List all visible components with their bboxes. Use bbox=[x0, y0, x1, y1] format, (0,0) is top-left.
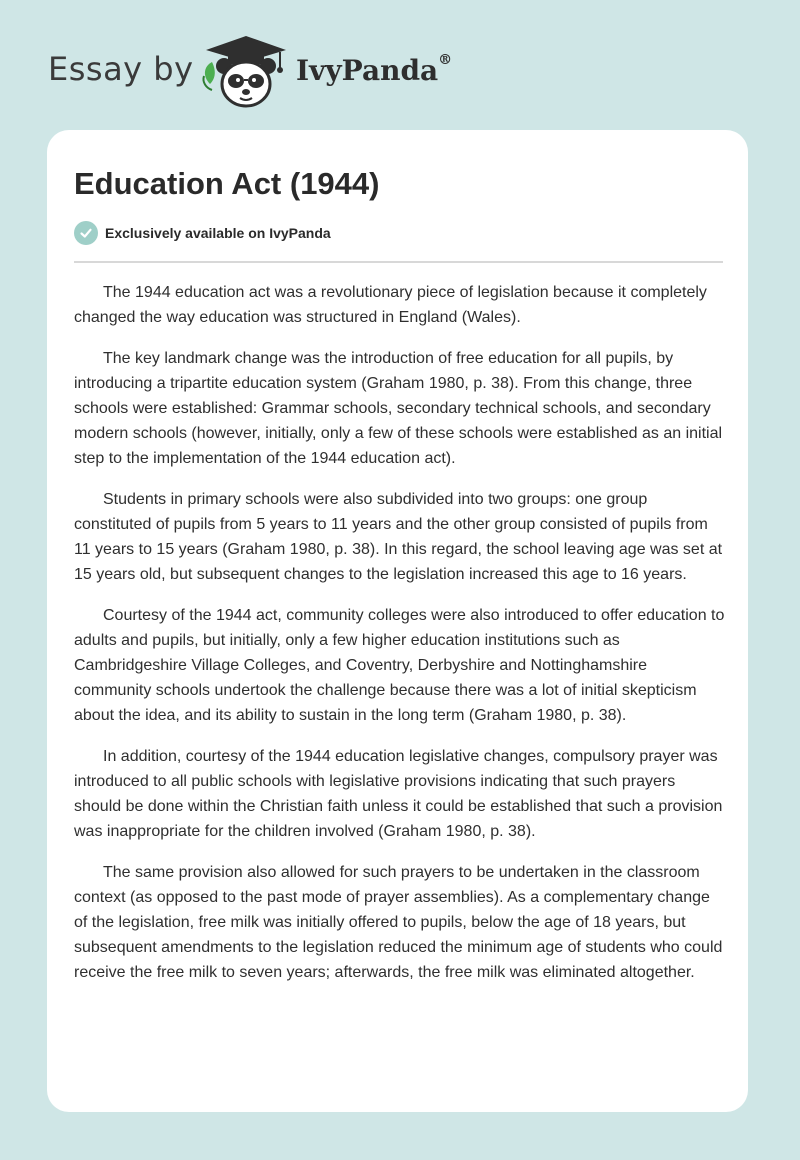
panda-logo-icon[interactable] bbox=[200, 32, 292, 110]
paragraph: The 1944 education act was a revolutionary piece of legislation because it completely changed the way education was structured in England (Wales). bbox=[74, 284, 707, 326]
paragraph: Courtesy of the 1944 act, community colleges were also introduced to offer education to adults and pupils, but initially, only a few higher education institutions such as Cambridgeshire Village Colleges, and Coventry, Derbyshire and Nottinghamshire community schools undertook the challenge because there was a lot of initial skepticism about the idea, and its ability to sustain in the long term (Graham 1980, p. 38). bbox=[74, 607, 725, 724]
paragraph: In addition, courtesy of the 1944 education legislative changes, compulsory prayer was introduced to all public schools with legislative provisions indicating that such prayers should be done within the Christian faith unless it could be established that such a provision was inappropriate for the children involved (Graham 1980, p. 38). bbox=[74, 748, 723, 840]
divider bbox=[74, 261, 723, 263]
paragraph: The same provision also allowed for such prayers to be undertaken in the classroom context (as opposed to the past mode of prayer assemblies). As a complementary change of the legislation, free milk was initially offered to pupils, below the age of 18 years, but subsequent amendments to the legislation reduced the minimum age of students who could receive the free milk to seven years; afterwards, the free milk was eliminated altogether. bbox=[74, 864, 723, 981]
essay-body bbox=[74, 280, 726, 1001]
exclusive-badge-label: Exclusively available on IvyPanda bbox=[105, 225, 331, 241]
brand-name-text: IvyPanda bbox=[296, 54, 439, 87]
essay-card bbox=[47, 130, 748, 1112]
site-header bbox=[0, 0, 800, 130]
exclusive-badge bbox=[74, 221, 331, 245]
paragraph: The key landmark change was the introduction of free education for all pupils, by introducing a tripartite education system (Graham 1980, p. 38). From this change, three schools were established: Grammar schools, secondary technical schools, and secondary modern schools (however, initially, only a few of these schools were established as an initial step to the implementation of the 1944 education act). bbox=[74, 350, 723, 467]
paragraph: Students in primary schools were also subdivided into two groups: one group constituted of pupils from 5 years to 11 years and the other group consisted of pupils from 11 years to 15 years (Graham 1980, p. 38). In this regard, the school leaving age was set at 15 years old, but subsequent changes to the legislation increased this age to 16 years. bbox=[74, 491, 723, 583]
page-title: Education Act (1944) bbox=[74, 166, 380, 201]
check-circle-icon bbox=[74, 221, 98, 245]
essay-by-label: Essay by bbox=[48, 50, 194, 88]
registered-mark: ® bbox=[438, 51, 453, 68]
brand-name[interactable] bbox=[296, 51, 453, 87]
